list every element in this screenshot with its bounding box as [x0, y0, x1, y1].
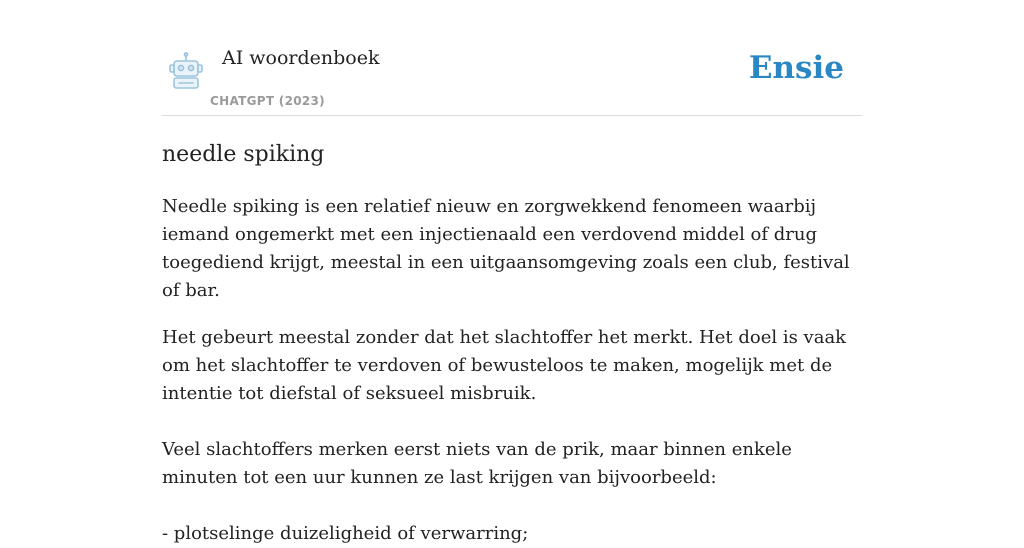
- paragraph: Needle spiking is een relatief nieuw en zorgwekkend fenomeen waarbij iemand ongemerkt met een injectienaald een verdovend middel of drug toegediend krijgt, meestal in een uitgaansomgeving zoals een club, festival of bar.: [162, 196, 850, 301]
- paragraph: Veel slachtoffers merken eerst niets van de prik, maar binnen enkele minuten tot een uur kunnen ze last krijgen van bijvoorbeeld:: [162, 439, 792, 488]
- paragraph: Het gebeurt meestal zonder dat het slachtoffer het merkt. Het doel is vaak om het slachtoffer te verdoven of bewusteloos te maken, mogelijk met de intentie tot diefstal of seksueel misbruik.: [162, 327, 847, 404]
- entry-container: [162, 0, 862, 548]
- robot-icon: [166, 52, 206, 90]
- entry-term: needle spiking: [162, 142, 325, 167]
- source-name[interactable]: AI woordenboek: [222, 47, 380, 69]
- entry-body: [162, 193, 862, 548]
- source-meta: CHATGPT (2023): [210, 94, 325, 108]
- entry-header: [162, 0, 862, 116]
- ensie-logo[interactable]: Ensie: [748, 50, 844, 86]
- list-item: - plotselinge duizeligheid of verwarring;: [162, 523, 529, 544]
